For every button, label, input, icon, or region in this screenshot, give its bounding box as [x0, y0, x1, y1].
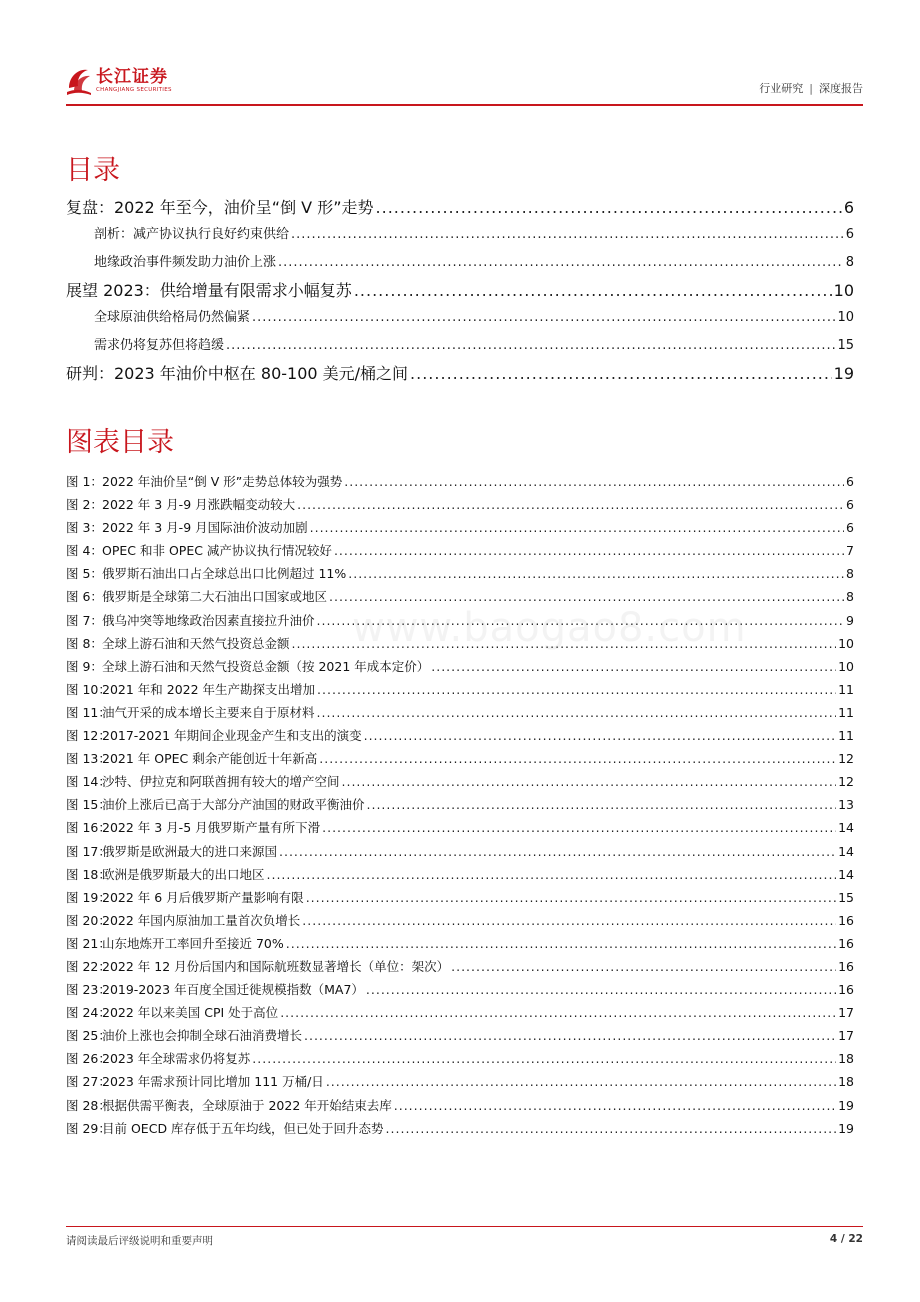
figure-entry[interactable]	[66, 539, 854, 562]
figure-number: 图 10：	[66, 681, 111, 697]
figure-page: 16	[838, 912, 854, 928]
page-header	[66, 62, 863, 106]
toc-subentry[interactable]	[66, 221, 854, 249]
logo-english-name: CHANGJIANG SECURITIES	[96, 87, 172, 93]
figure-caption: 2023 年需求预计同比增加 111 万桶/日	[102, 1074, 324, 1090]
figure-page: 16	[838, 958, 854, 974]
dot-leader	[317, 678, 836, 701]
figure-page: 9	[846, 612, 854, 628]
toc-subentry[interactable]	[66, 249, 854, 277]
dot-leader	[348, 562, 844, 585]
dot-leader	[279, 840, 836, 863]
figure-entry[interactable]	[66, 1070, 854, 1093]
figure-caption: OPEC 和非 OPEC 减产协议执行情况较好	[102, 543, 332, 559]
figure-number: 图 24：	[66, 1005, 111, 1021]
figure-entry[interactable]	[66, 701, 854, 724]
page-footer	[66, 1226, 863, 1248]
figure-caption: 2021 年 OPEC 剩余产能创近十年新高	[102, 751, 318, 767]
figure-caption: 2017-2021 年期间企业现金产生和支出的演变	[102, 728, 362, 744]
figure-number: 图 12：	[66, 728, 111, 744]
figure-caption: 2022 年 12 月份后国内和国际航班数显著增长（单位：架次）	[102, 958, 450, 974]
dot-leader	[376, 194, 842, 221]
toc-entry-text: 展望 2023：供给增量有限需求小幅复苏	[66, 281, 352, 300]
toc-entry-text: 需求仍将复苏但将趋缓	[94, 338, 225, 353]
toc-entry-page: 10	[833, 281, 854, 300]
figure-number: 图 5：	[66, 566, 103, 582]
figure-page: 10	[838, 658, 854, 674]
dot-leader	[304, 1024, 836, 1047]
figure-page: 14	[838, 866, 854, 882]
toc-entry[interactable]	[66, 277, 854, 304]
figure-caption: 2023 年全球需求仍将复苏	[102, 1051, 251, 1067]
company-logo	[66, 66, 172, 96]
toc-entry-page: 6	[845, 227, 854, 242]
toc-entry-page: 19	[833, 364, 854, 383]
figure-entry[interactable]	[66, 793, 854, 816]
toc-entry-page: 8	[845, 255, 854, 270]
figure-entry[interactable]	[66, 770, 854, 793]
figure-page: 13	[838, 797, 854, 813]
category-label: 行业研究	[759, 82, 804, 95]
figure-page: 19	[838, 1120, 854, 1136]
dot-leader	[278, 249, 844, 277]
dot-leader	[297, 493, 844, 516]
dot-leader	[291, 221, 844, 249]
toc-entry-page: 10	[837, 310, 854, 325]
figure-entry[interactable]	[66, 1024, 854, 1047]
toc-entry-page: 15	[837, 338, 854, 353]
figure-entry[interactable]	[66, 932, 854, 955]
footer-divider	[66, 1226, 863, 1227]
dot-leader	[451, 955, 836, 978]
dot-leader	[342, 770, 837, 793]
toc-entry[interactable]	[66, 194, 854, 221]
header-divider	[66, 104, 863, 106]
figure-caption: 目前 OECD 库存低于五年均线，但已处于回升态势	[102, 1120, 384, 1136]
figure-caption: 油价上涨后已高于大部分产油国的财政平衡油价	[102, 797, 365, 813]
figure-number: 图 20：	[66, 912, 111, 928]
dot-leader	[364, 724, 836, 747]
dot-leader	[226, 332, 835, 360]
figure-number: 图 18：	[66, 866, 111, 882]
figure-entry[interactable]	[66, 562, 854, 585]
figure-entry[interactable]	[66, 840, 854, 863]
figure-number: 图 1：	[66, 474, 103, 489]
page-number: 4 / 22	[829, 1233, 863, 1245]
toc-entry-text: 全球原油供给格局仍然偏紧	[94, 310, 251, 325]
figure-entry[interactable]	[66, 978, 854, 1001]
figure-caption: 俄乌冲突等地缘政治因素直接拉升油价	[102, 612, 315, 628]
figure-number: 图 13：	[66, 751, 111, 767]
figure-page: 12	[838, 774, 854, 790]
figure-caption: 2022 年国内原油加工量首次负增长	[102, 912, 301, 928]
dot-leader	[252, 304, 835, 332]
report-type-label: 深度报告	[819, 82, 863, 95]
figure-caption: 2022 年 3 月-5 月俄罗斯产量有所下滑	[102, 820, 321, 836]
dot-leader	[317, 701, 837, 724]
figure-caption: 2022 年 3 月-9 月涨跌幅变动较大	[102, 497, 296, 513]
figure-caption: 2022 年 3 月-9 月国际油价波动加剧	[102, 520, 308, 536]
figure-number: 图 28：	[66, 1097, 111, 1113]
figure-caption: 2022 年 6 月后俄罗斯产量影响有限	[102, 889, 304, 905]
figure-entry[interactable]	[66, 1001, 854, 1024]
figure-page: 17	[838, 1028, 854, 1044]
figure-number: 图 15：	[66, 797, 111, 813]
dot-leader	[286, 932, 836, 955]
figure-page: 11	[838, 728, 854, 744]
dot-leader	[431, 655, 836, 678]
figure-caption: 全球上游石油和天然气投资总金额	[102, 635, 290, 651]
figure-caption: 根据供需平衡表，全球原油于 2022 年开始结束去库	[102, 1097, 392, 1113]
figure-page: 19	[838, 1097, 854, 1113]
figure-page: 14	[838, 820, 854, 836]
figure-number: 图 2：	[66, 497, 103, 513]
figure-list-title: 图表目录	[66, 427, 174, 458]
toc-entry-text: 复盘：2022 年至今，油价呈“倒 V 形”走势	[66, 198, 374, 217]
figure-entry[interactable]	[66, 955, 854, 978]
figure-entry[interactable]	[66, 1117, 854, 1140]
figure-list	[66, 470, 854, 1140]
figure-entry[interactable]	[66, 678, 854, 701]
dot-leader	[252, 1047, 836, 1070]
figure-caption: 沙特、伊拉克和阿联酋拥有较大的增产空间	[102, 774, 340, 790]
figure-page: 15	[838, 889, 854, 905]
toc-entry-text: 剖析：减产协议执行良好约束供给	[94, 227, 290, 242]
figure-number: 图 7：	[66, 612, 103, 628]
figure-entry[interactable]	[66, 886, 854, 909]
figure-caption: 全球上游石油和天然气投资总金额（按 2021 年成本定价）	[102, 658, 430, 674]
dot-leader	[344, 470, 844, 493]
figure-page: 6	[846, 497, 854, 513]
table-of-contents	[66, 194, 854, 387]
figure-number: 图 3：	[66, 520, 103, 536]
dot-leader	[386, 1117, 837, 1140]
figure-caption: 俄罗斯是全球第二大石油出口国家或地区	[102, 589, 328, 605]
figure-entry[interactable]	[66, 470, 854, 493]
figure-entry[interactable]	[66, 909, 854, 932]
dot-leader	[322, 816, 836, 839]
figure-number: 图 25：	[66, 1028, 111, 1044]
figure-entry[interactable]	[66, 1094, 854, 1117]
toc-subentry[interactable]	[66, 304, 854, 332]
figure-page: 10	[838, 635, 854, 651]
logo-chinese-name: 长江证券	[96, 67, 168, 87]
figure-entry[interactable]	[66, 724, 854, 747]
dot-leader	[326, 1070, 836, 1093]
dot-leader	[302, 909, 836, 932]
figure-entry[interactable]	[66, 747, 854, 770]
figure-page: 6	[846, 520, 854, 536]
figure-number: 图 16：	[66, 820, 111, 836]
figure-number: 图 9：	[66, 658, 103, 674]
figure-page: 8	[846, 589, 854, 605]
category-separator: |	[809, 82, 813, 95]
figure-number: 图 4：	[66, 543, 103, 559]
figure-entry[interactable]	[66, 516, 854, 539]
dot-leader	[319, 747, 836, 770]
figure-caption: 油价上涨也会抑制全球石油消费增长	[102, 1028, 303, 1044]
watermark: www.baogao8.com	[352, 605, 747, 651]
figure-caption: 2022 年以来美国 CPI 处于高位	[102, 1005, 279, 1021]
figure-entry[interactable]	[66, 863, 854, 886]
figure-page: 17	[838, 1005, 854, 1021]
figure-number: 图 23：	[66, 982, 111, 998]
company-logo-icon	[66, 66, 92, 96]
dot-leader	[394, 1094, 836, 1117]
toc-entry-text: 地缘政治事件频发助力油价上涨	[94, 255, 277, 270]
toc-entry-page: 6	[843, 198, 854, 217]
figure-number: 图 19：	[66, 889, 111, 905]
dot-leader	[267, 863, 837, 886]
figure-number: 图 8：	[66, 635, 103, 651]
figure-number: 图 14：	[66, 774, 111, 790]
figure-page: 18	[838, 1074, 854, 1090]
dot-leader	[367, 793, 837, 816]
figure-page: 11	[838, 704, 854, 720]
figure-entry[interactable]	[66, 493, 854, 516]
figure-number: 图 22：	[66, 958, 111, 974]
dot-leader	[366, 978, 836, 1001]
figure-number: 图 17：	[66, 843, 111, 859]
figure-caption: 2019-2023 年百度全国迁徙规模指数（MA7）	[102, 982, 364, 998]
figure-number: 图 11：	[66, 704, 111, 720]
toc-entry[interactable]	[66, 360, 854, 387]
report-category	[759, 80, 863, 96]
figure-caption: 2021 年和 2022 年生产勘探支出增加	[102, 681, 316, 697]
figure-caption: 欧洲是俄罗斯最大的出口地区	[102, 866, 265, 882]
figure-page: 18	[838, 1051, 854, 1067]
toc-subentry[interactable]	[66, 332, 854, 360]
figure-page: 14	[838, 843, 854, 859]
figure-number: 图 27：	[66, 1074, 111, 1090]
figure-caption: 山东地炼开工率回升至接近 70%	[102, 935, 284, 951]
figure-number: 图 21：	[66, 935, 111, 951]
toc-title: 目录	[66, 155, 120, 186]
dot-leader	[354, 277, 832, 304]
figure-caption: 2022 年油价呈“倒 V 形”走势总体较为强势	[102, 474, 343, 489]
dot-leader	[280, 1001, 836, 1024]
figure-entry[interactable]	[66, 655, 854, 678]
figure-page: 8	[846, 566, 854, 582]
figure-caption: 俄罗斯石油出口占全球总出口比例超过 11%	[102, 566, 347, 582]
footer-disclaimer: 请阅读最后评级说明和重要声明	[66, 1235, 213, 1247]
figure-page: 16	[838, 982, 854, 998]
toc-entry-text: 研判：2023 年油价中枢在 80-100 美元/桶之间	[66, 364, 409, 383]
figure-entry[interactable]	[66, 816, 854, 839]
dot-leader	[410, 360, 832, 387]
figure-number: 图 29：	[66, 1120, 111, 1136]
figure-page: 11	[838, 681, 854, 697]
dot-leader	[306, 886, 836, 909]
figure-caption: 油气开采的成本增长主要来自于原材料	[102, 704, 315, 720]
figure-number: 图 26：	[66, 1051, 111, 1067]
figure-page: 16	[838, 935, 854, 951]
dot-leader	[334, 539, 844, 562]
figure-page: 12	[838, 751, 854, 767]
figure-number: 图 6：	[66, 589, 103, 605]
figure-entry[interactable]	[66, 1047, 854, 1070]
figure-page: 7	[846, 543, 854, 559]
figure-caption: 俄罗斯是欧洲最大的进口来源国	[102, 843, 278, 859]
figure-page: 6	[846, 474, 854, 489]
dot-leader	[310, 516, 844, 539]
